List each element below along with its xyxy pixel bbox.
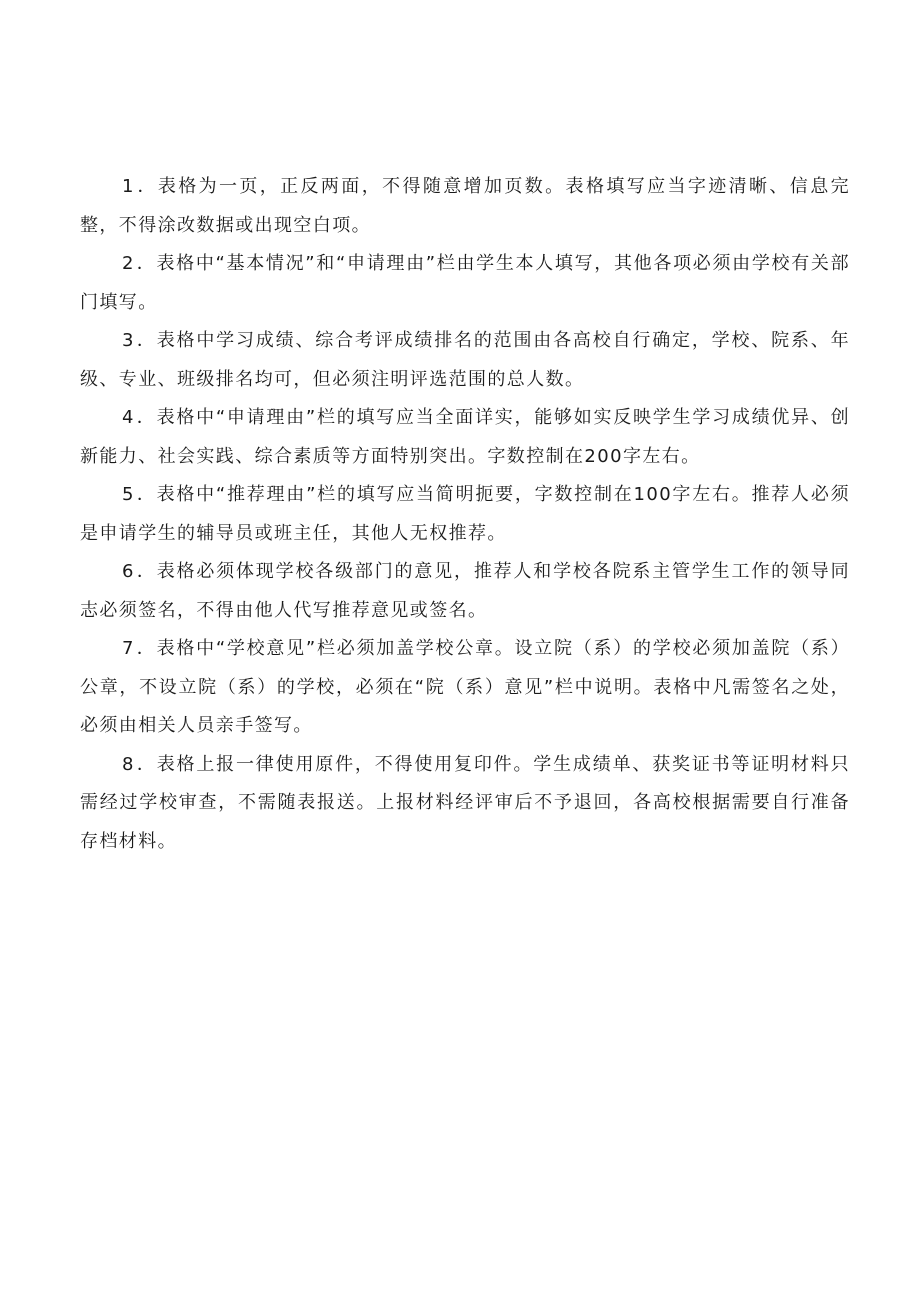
- instruction-item-8: [80, 746, 850, 862]
- instruction-text: 表格中“申请理由”栏的填写应当全面详实，能够如实反映学生学习成绩优异、创新能力、社会实践、综合素质等方面特别突出。字数控制在200字左右。: [80, 407, 850, 467]
- instruction-text: 表格上报一律使用原件，不得使用复印件。学生成绩单、获奖证书等证明材料只需经过学校审查，不需随表报送。上报材料经评审后不予退回，各高校根据需要自行准备存档材料。: [80, 753, 850, 852]
- instructions-list: [80, 168, 850, 861]
- instruction-text: 表格中“学校意见”栏必须加盖学校公章。设立院（系）的学校必须加盖院（系）公章，不设立院（系）的学校，必须在“院（系）意见”栏中说明。表格中凡需签名之处，必须由相关人员亲手签写。: [80, 638, 850, 736]
- instruction-number: 2: [122, 253, 137, 274]
- instruction-separator: ．: [136, 330, 157, 351]
- instruction-item-2: [80, 245, 850, 322]
- instruction-item-6: [80, 553, 850, 630]
- instruction-item-4: [80, 399, 850, 476]
- instruction-text: 表格中“基本情况”和“申请理由”栏由学生本人填写，其他各项必须由学校有关部门填写。: [80, 253, 850, 313]
- instruction-text: 表格必须体现学校各级部门的意见，推荐人和学校各院系主管学生工作的领导同志必须签名，不得由他人代写推荐意见或签名。: [80, 561, 850, 621]
- instruction-number: 1: [122, 176, 137, 197]
- instruction-item-7: [80, 630, 850, 746]
- instruction-number: 6: [122, 561, 137, 582]
- instruction-separator: ．: [136, 407, 157, 428]
- instruction-number: 8: [122, 753, 137, 775]
- instruction-number: 5: [122, 484, 137, 505]
- instruction-item-5: [80, 476, 850, 553]
- instruction-number: 4: [122, 407, 137, 428]
- instruction-separator: ．: [136, 638, 157, 659]
- instruction-item-1: [80, 168, 850, 245]
- instruction-item-3: [80, 322, 850, 399]
- instruction-number: 3: [122, 330, 137, 351]
- instruction-separator: ．: [136, 561, 157, 582]
- instruction-separator: ．: [136, 176, 158, 197]
- instruction-text: 表格中学习成绩、综合考评成绩排名的范围由各高校自行确定，学校、院系、年级、专业、班级排名均可，但必须注明评选范围的总人数。: [80, 330, 850, 390]
- instruction-separator: ．: [136, 253, 157, 274]
- instruction-text: 表格为一页，正反两面，不得随意增加页数。表格填写应当字迹清晰、信息完整，不得涂改数据或出现空白项。: [80, 176, 850, 236]
- instruction-text: 表格中“推荐理由”栏的填写应当简明扼要，字数控制在100字左右。推荐人必须是申请学生的辅导员或班主任，其他人无权推荐。: [80, 484, 850, 544]
- instruction-separator: ．: [136, 753, 157, 775]
- instruction-separator: ．: [136, 484, 157, 505]
- instruction-number: 7: [122, 638, 137, 659]
